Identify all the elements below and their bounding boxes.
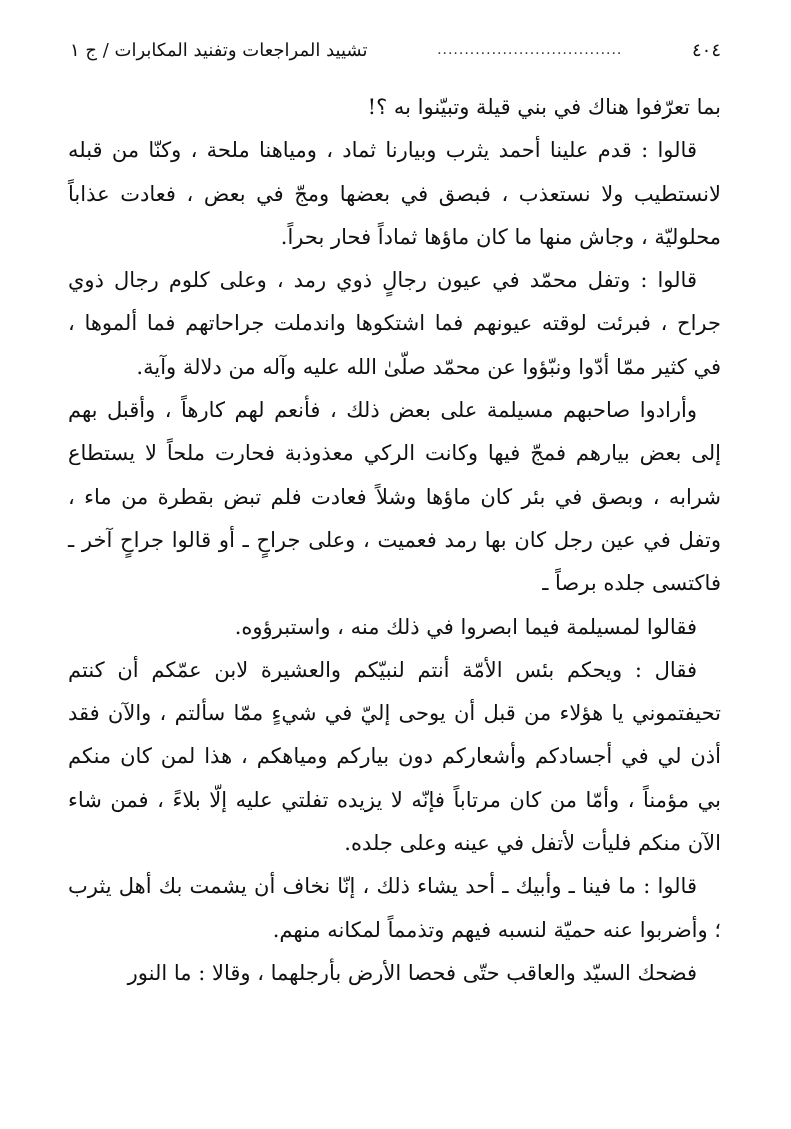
paragraph: فقال : ويحكم بئس الأمّة أنتم لنبيّكم والعشيرة لابن عمّكم أن كنتم تحيفتموني يا هؤلاء من قبل أن يوحى إليّ في شيءٍ ممّا سألتم ، والآن فقد أذن لي في أجسادكم وأشعاركم دون بياركم ومياهكم ، هذا لمن كان منكم بي مؤمناً ، وأمّا من كان مرتاباً فإنّه لا يزيده تفلتي عليه إلّا بلاءً ، فمن شاء الآن منكم فليأت لأتفل في عينه وعلى جلده. [68, 657, 721, 856]
page-number: ٤٠٤ [691, 39, 721, 61]
paragraph: قالوا : وتفل محمّد في عيون رجالٍ ذوي رمد ، وعلى كلوم رجال ذوي جراح ، فبرئت لوقته عيونهم فما اشتكوها واندملت جراحاتهم فما ألموها ، في كثير ممّا أدّوا ونبّؤوا عن محمّد صلّىٰ الله عليه وآله من دلالة وآية. [68, 268, 721, 379]
paragraph: فضحك السيّد والعاقب حتّى فحصا الأرض بأرجلهما ، وقالا : ما النور [127, 960, 697, 985]
running-header [70, 36, 721, 64]
paragraph: وأرادوا صاحبهم مسيلمة على بعض ذلك ، فأنعم لهم كارهاً ، وأقبل بهم إلى بعض بيارهم فمجّ فيها وكانت الركي معذوذبة فحارت ملحاً لا يستطاع شرابه ، وبصق في بئر كان ماؤها وشلاً فعادت فلم تبض بقطرة من ماء ، وتفل في عين رجل كان بها رمد فعميت ، وعلى جراحٍ ـ أو قالوا جراحٍ آخر ـ فاكتسى جلده برصاً ـ [68, 398, 721, 596]
paragraph: قالوا : ما فينا ـ وأبيك ـ أحد يشاء ذلك ، إنّا نخاف أن يشمت بك أهل يثرب ؛ وأضربوا عنه حميّة لنسبه فيهم وتذمماً لمكانه منهم. [68, 874, 721, 942]
paragraph: بما تعرّفوا هناك في بني قيلة وتبيّنوا به ؟! [367, 95, 721, 119]
paragraph: قالوا : قدم علينا أحمد يثرب وبيارنا ثماد ، ومياهنا ملحة ، وكنّا من قبله لانستطيب ولا نستعذب ، فبصق في بعضها ومجّ في بعض ، فعادت عذاباً محلوليّة ، وجاش منها ما كان ماؤها ثماداً فحار بحراً. [68, 138, 721, 249]
paragraph: فقالوا لمسيلمة فيما ابصروا في ذلك منه ، واستبرؤوه. [234, 614, 697, 639]
header-dot-leader: .................................. [437, 42, 623, 58]
book-title: تشييد المراجعات وتفنيد المكابرات / ج ١ [70, 39, 368, 61]
body-text [68, 86, 721, 995]
